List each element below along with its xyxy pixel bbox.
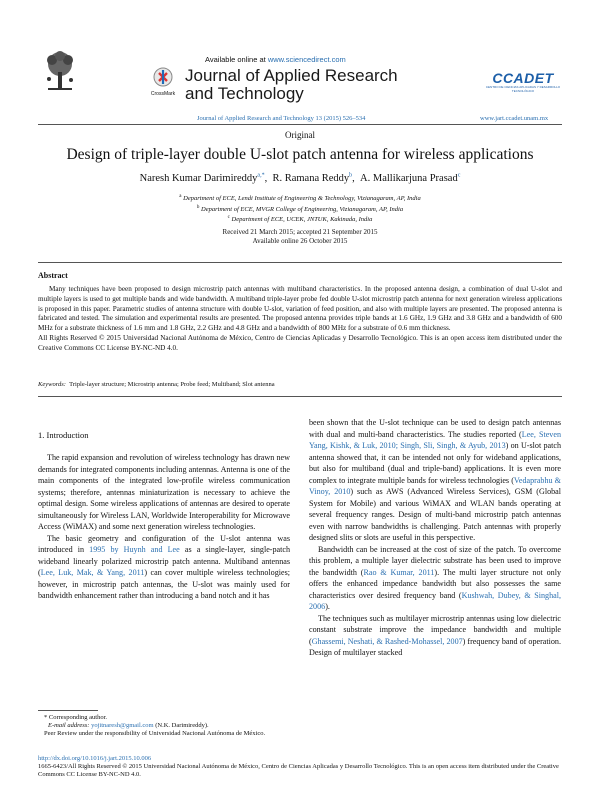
received-date: Received 21 March 2015; accepted 21 September 2015: [222, 228, 378, 236]
right-paragraph-3: The techniques such as multilayer microstrip antennas using low dielectric constant substrate improve the impedance bandwidth and multiple (Ghassemi, Neshati, & Rashed-Mohassel, 2007) frequency band of operation. Design of multilayer stacked: [309, 613, 561, 657]
citation-lee-2010-singh-2013[interactable]: Lee, Steven Yang, Kishk, & Luk, 2010; Singh, Sli, Singh, & Ayub, 2013: [309, 429, 561, 450]
citation-kushwah-2006[interactable]: Kushwah, Dubey, & Singhal, 2006: [309, 590, 561, 611]
affiliations: [0, 193, 600, 225]
affiliation-c: $^c$ Department of ECE, UCEK, JNTUK, Kakinada, India: [227, 215, 373, 224]
doi-link[interactable]: http://dx.doi.org/10.1016/j.jart.2015.10.006: [38, 755, 152, 762]
abstract-text: Many techniques have been proposed to design microstrip patch antennas with multiband characteristics. In the proposed antenna design, a combination of dual U-slot and multiple layers is used to get multiple bands and wide bandwidth. A multiband triple-layer probe fed double U-slot microstrip patch antenna for next generation wireless applications is proposed in this paper. Parametric studies of antenna structure with double U-slot, variation of feed position, and also with multiple layers are presented. The proposed antenna is fabricated and tested. The simulation and experimental results are presented. The proposed antenna provides triple bands at 1.6 GHz, 1.9 GHz and 3.8 GHz and a bandwidth of 600 MHz for a substrate thickness of 1.6 mm and 1.8 GHz, 2.2 GHz and 4.8 GHz and a bandwidth of 800 MHz for a substrate of 0.6 mm thickness. All Rights Reserved © 2015 Universidad Nacional Autónoma de México, Centro de Ciencias Aplicadas y Desarrollo Tecnológico. This is an open access item distributed under the Creative Commons CC License BY-NC-ND 4.0.: [38, 285, 562, 352]
abstract-bottom-divider: [38, 396, 562, 397]
right-paragraph-1: been shown that the U-slot technique can be used to design patch antennas with dual and multi-band characteristics. The studies reported (Lee, Steven Yang, Kishk, & Luk, 2010; Singh, Sli, Singh, & Ayub, 2013) on U-slot patch antenna showed that, it can be intended not only for wideband applications, but also for multiband (dual and triple-band) applications. It is even more complex to integrate multiple bands for wireless technologies (Vedaprabhu & Vinoy, 2010) such as AWS (Advanced Wireless Services), GSM (Global System for Mobile) and various WiMAX and WLAN bands operating at several frequency ranges. Design of multi-band microstrip patch antennas even with narrow bandwidths is challenging. Patch antennas with properly designed slits or slots are useful in this perspective.: [309, 418, 561, 542]
ccadet-logo-text: CCADET: [492, 70, 554, 86]
author-1: Naresh Kumar Darimireddy$^{a,*}$,: [139, 172, 268, 184]
journal-citation[interactable]: Journal of Applied Research and Technology 13 (2015) 526–534: [197, 115, 366, 122]
sciencedirect-link[interactable]: www.sciencedirect.com: [267, 55, 346, 64]
journal-title: Journal of Applied Research and Technology: [185, 66, 398, 103]
abstract-copyright: All Rights Reserved © 2015 Universidad Nacional Autónoma de México, Centro de Ciencias Aplicadas y Desarrollo Tecnológico. This is an open access item distributed under the Creative Commons CC License BY-NC-ND 4.0.: [38, 333, 562, 352]
intro-paragraph-2: The basic geometry and configuration of the U-slot antenna was introduced in 1995 by Huynh and Lee as a single-layer, single-patch wideband linearly polarized microstrip patch antenna. Multiband antennas (Lee, Luk, Mak, & Yang, 2011) can cover multiple wireless technologies; however, in microstrip patch antennas, the U-slot was mainly used for bandwidth enhancement rather than introducing a band notch and it has: [38, 533, 291, 600]
footnotes: [38, 714, 290, 738]
article-dates: [0, 228, 600, 246]
peer-review-note: Peer Review under the responsibility of Universidad Nacional Autónoma de México.: [44, 730, 266, 737]
left-column: [38, 402, 290, 602]
keywords: Keywords: Triple-layer structure; Microstrip antenna; Probe feed; Multiband; Slot antenna: [38, 381, 275, 388]
right-paragraph-2: Bandwidth can be increased at the cost of size of the patch. To overcome this problem, a multiple layer dielectric substrate has been used to improve the bandwidth (Rao & Kumar, 2011). The multi layer structure not only offers the enhanced impedance bandwidth but also possesses the same characteristics over desired frequency band (Kushwah, Dubey, & Singhal, 2006).: [309, 544, 561, 611]
affiliation-a: $^a$ Department of ECE, Lendi Institute of Engineering & Technology, Vizianagaram, AP, India: [179, 194, 421, 203]
author-2: R. Ramana Reddy$^b$,: [272, 172, 355, 184]
abstract-heading: Abstract: [38, 271, 68, 280]
citation-lee-2011[interactable]: Lee, Luk, Mak, & Yang, 2011: [40, 568, 145, 577]
author-3: A. Mallikarjuna Prasad$^c$: [360, 172, 461, 184]
email-line: E-mail address: yojitnaresh@gmail.com (N.K. Darimireddy).: [48, 722, 209, 729]
license-text: 1665-6423/All Rights Reserved © 2015 Universidad Nacional Autónoma de México, Centro de Ciencias Aplicadas y Desarrollo Tecnológico. This is an open access item distributed under the Creative Commons CC License BY-NC-ND 4.0.: [38, 763, 559, 778]
crossmark-badge[interactable]: [150, 67, 176, 97]
elsevier-tree-icon: [40, 48, 80, 98]
email-link[interactable]: yojitnaresh@gmail.com: [91, 722, 154, 729]
author-list: [0, 172, 600, 184]
journal-url[interactable]: www.jart.ccadet.unam.mx: [480, 115, 549, 122]
article-title: Design of triple-layer double U-slot patch antenna for wireless applications: [66, 146, 534, 163]
citation-vedaprabhu-2010[interactable]: Vedaprabhu & Vinoy, 2010: [309, 475, 561, 496]
elsevier-logo: [40, 48, 80, 98]
ccadet-logo: [483, 70, 563, 93]
corresponding-author: * Corresponding author.: [44, 714, 108, 721]
citation-ghassemi-2007[interactable]: Ghassemi, Neshati, & Rashed-Mohassel, 2007: [311, 636, 463, 646]
footnote-divider: [38, 710, 98, 711]
right-column: [309, 417, 561, 659]
citation-rao-kumar[interactable]: Rao & Kumar, 2011: [363, 567, 435, 577]
header-divider: [38, 124, 562, 125]
affiliation-b: $^b$ Department of ECE, MVGR College of Engineering, Vizianagaram, AP, India: [196, 204, 404, 213]
section-heading-introduction: 1. Introduction: [38, 430, 89, 440]
citation-huynh-lee[interactable]: 1995 by Huynh and Lee: [89, 545, 180, 554]
available-online-date: Available online 26 October 2015: [252, 237, 348, 245]
available-online: Available online at www.sciencedirect.com: [205, 55, 346, 64]
intro-paragraph-1: The rapid expansion and revolution of wireless technology has drawn new demands for integrated components including antennas. Antenna is one of the main components of the integrated low-profile wireless communication systems; therefore, antennas miniaturization is necessary to achieve the optimal design. Some wireless applications of antennas are desired to operate simultaneously for Wireless LAN, Worldwide Interoperability for Microwave Access (WiMAX) and some next generation wireless technologies.: [38, 453, 290, 531]
ccadet-logo-sub: CENTRO DE CIENCIAS APLICADAS Y DESARROLLO TECNOLÓGICO: [485, 85, 561, 93]
article-type: Original: [285, 130, 315, 140]
crossmark-label: CrossMark: [150, 91, 176, 97]
abstract-top-divider: [38, 262, 562, 263]
page-footer: [38, 755, 562, 779]
crossmark-icon: [153, 67, 173, 87]
